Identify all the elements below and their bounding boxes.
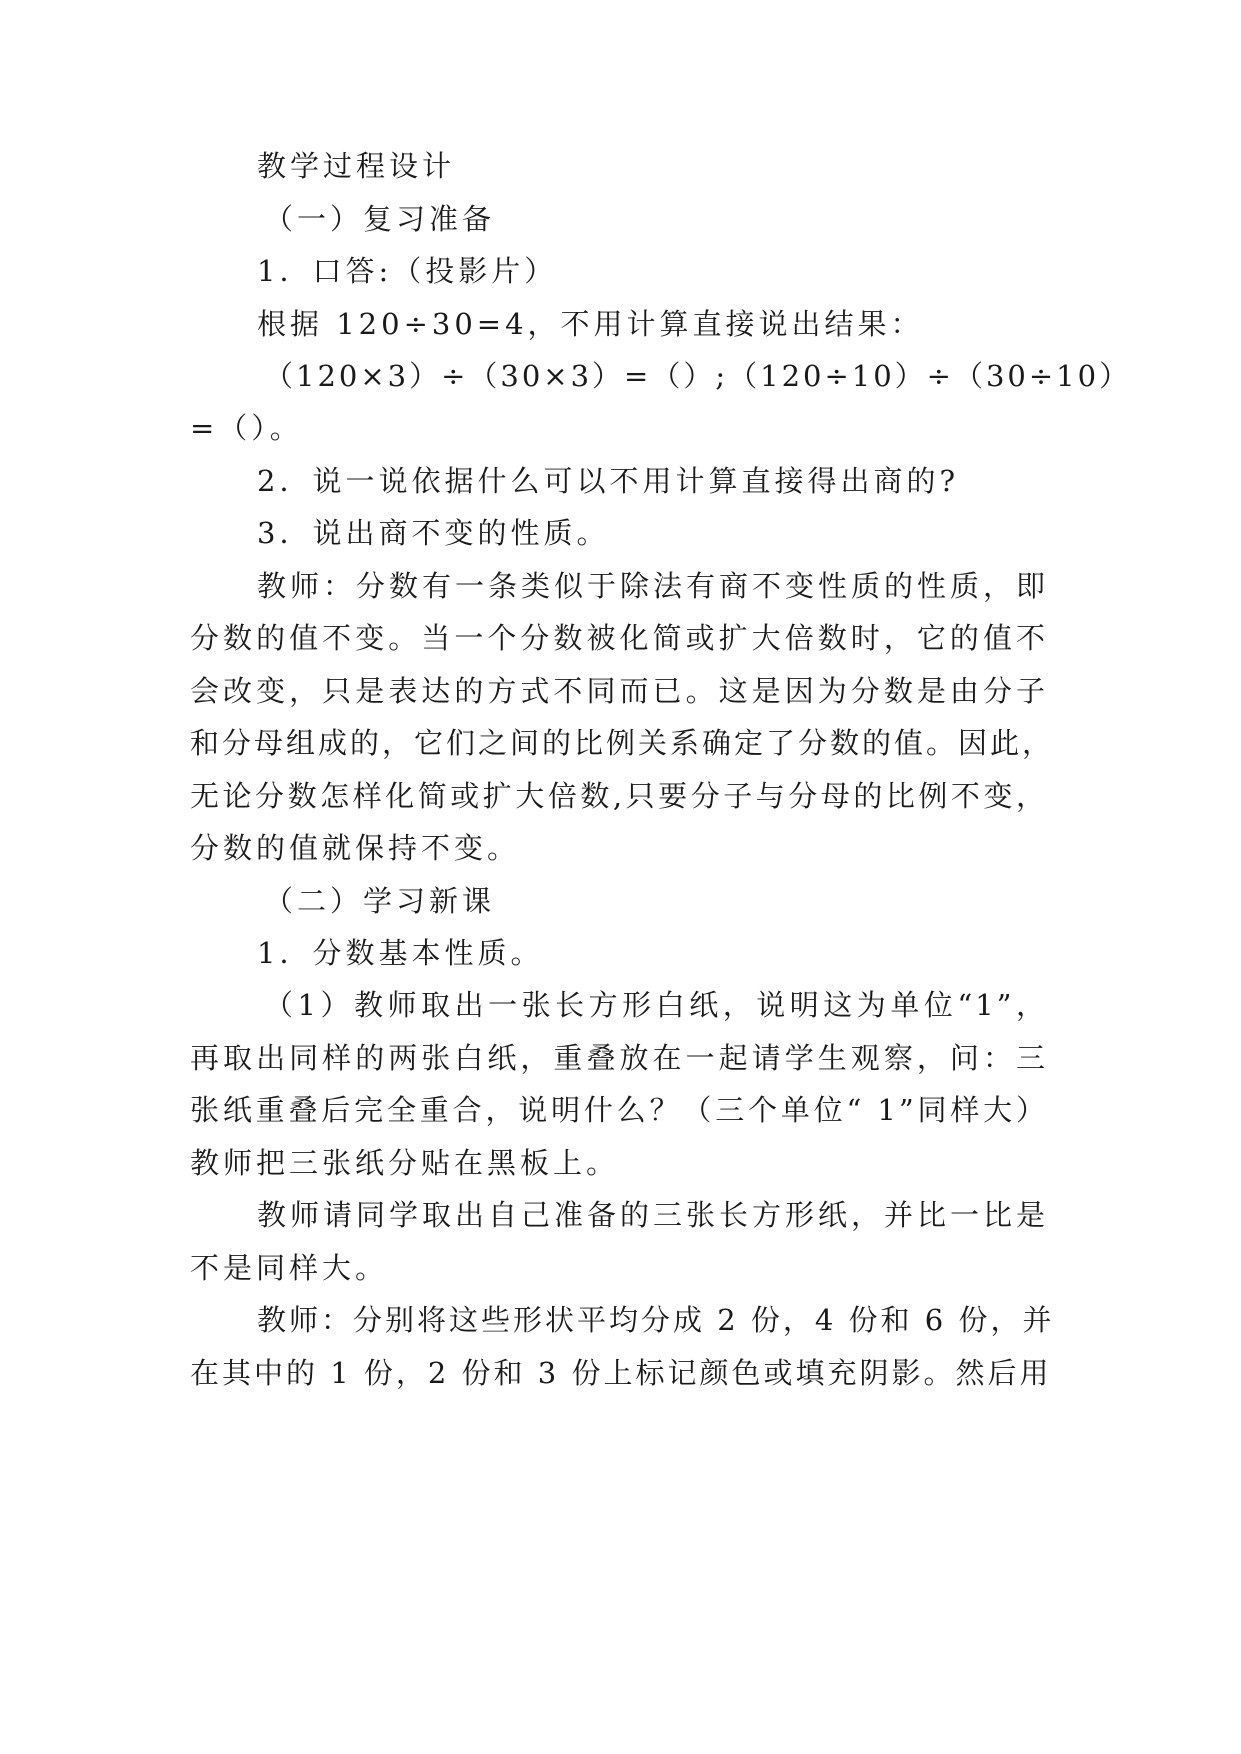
paragraph-line: 分数的值就保持不变。	[190, 831, 521, 865]
paragraph-line: 根据 120÷30=4，不用计算直接说出结果：	[257, 307, 924, 341]
paragraph-line: 再取出同样的两张白纸，重叠放在一起请学生观察，问：三	[190, 1041, 1048, 1075]
item-property: 3．说出商不变的性质。	[257, 516, 610, 550]
section-heading-new-lesson: （二）学习新课	[264, 884, 496, 918]
paragraph-line: 张纸重叠后完全重合，说明什么？（三个单位“ 1”同样大）	[190, 1093, 1048, 1127]
equation-line: =（）。	[190, 411, 303, 445]
paragraph-line: 不是同样大。	[190, 1251, 389, 1285]
item-basic-property: 1．分数基本性质。	[257, 936, 544, 970]
paragraph-line: 教师把三张纸分贴在黑板上。	[190, 1146, 620, 1180]
paragraph-line: 教师：分别将这些形状平均分成 2 份，4 份和 6 份，并	[257, 1303, 1055, 1337]
item-question: 2．说一说依据什么可以不用计算直接得出商的?	[257, 464, 959, 498]
item-oral-answer: 1．口答:（投影片）	[257, 254, 558, 288]
paragraph-line: 和分母组成的，它们之间的比例关系确定了分数的值。因此，	[190, 726, 1055, 760]
paragraph-line: 无论分数怎样化简或扩大倍数,只要分子与分母的比例不变，	[190, 779, 1048, 813]
section-heading-review: （一）复习准备	[264, 202, 496, 236]
paragraph-line: 教师：分数有一条类似于除法有商不变性质的性质，即	[257, 569, 1048, 603]
paragraph-line: 教师请同学取出自己准备的三张长方形纸，并比一比是	[257, 1198, 1048, 1232]
paragraph-line: （1）教师取出一张长方形白纸，说明这为单位“1”，	[264, 988, 1048, 1022]
paragraph-line: 会改变，只是表达的方式不同而已。这是因为分数是由分子	[190, 674, 1048, 708]
heading-teaching-process: 教学过程设计	[257, 149, 456, 183]
paragraph-line: 分数的值不变。当一个分数被化简或扩大倍数时，它的值不	[190, 621, 1048, 655]
paragraph-line: 在其中的 1 份，2 份和 3 份上标记颜色或填充阴影。然后用	[190, 1356, 1052, 1390]
equation-line: （120×3）÷（30×3）=（）;（120÷10）÷（30÷10）	[264, 359, 1132, 393]
